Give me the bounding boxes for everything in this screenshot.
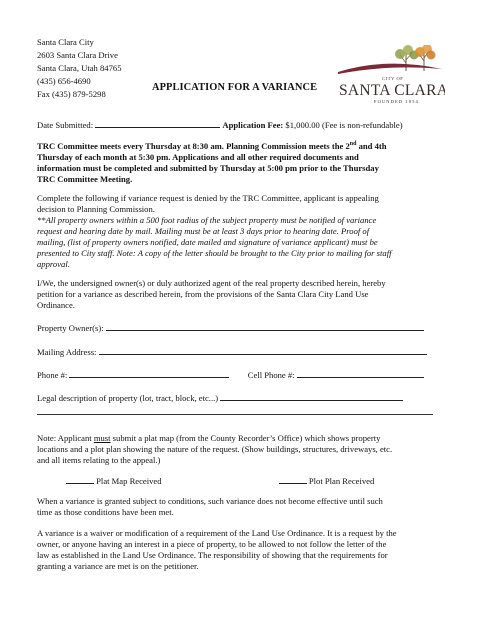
note-line-3: and all items relating to the appeal.) xyxy=(37,455,161,465)
legal-description-row xyxy=(37,392,445,404)
appeal-line-2: decision to Planning Commission. xyxy=(37,204,155,214)
phone-number: (435) 656-4690 xyxy=(37,76,91,86)
conditions-line: time as those conditions have been met. xyxy=(37,507,174,517)
notice-line: presented to City staff. Note: A copy of the letter should be brought to the City prior to mailing for staff xyxy=(37,248,392,258)
appeal-instructions xyxy=(37,193,445,270)
trc-superscript: nd xyxy=(349,141,357,147)
trc-schedule-paragraph xyxy=(37,139,445,185)
fee-label: Application Fee: xyxy=(222,120,284,130)
property-owners-row xyxy=(37,322,445,334)
petition-paragraph xyxy=(37,278,445,311)
logo-city-of: CITY OF xyxy=(382,76,404,81)
property-owners-field[interactable] xyxy=(106,322,424,331)
logo-founded: FOUNDED 1854 xyxy=(374,99,419,104)
note-prefix: Note: Applicant xyxy=(37,433,94,443)
received-row xyxy=(37,475,445,487)
city-name: Santa Clara City xyxy=(37,37,94,47)
appeal-line-1: Complete the following if variance request is denied by the TRC Committee, applicant is appealing xyxy=(37,193,379,203)
fax-number: Fax (435) 879-5298 xyxy=(37,89,106,99)
trc-line-3: information must be completed and submitted by Thursday at 5:00 pm prior to the Thursday xyxy=(37,162,379,173)
legal-description-field[interactable] xyxy=(220,392,403,401)
notice-line: **All property owners within a 500 foot radius of the subject property must be notified of variance xyxy=(37,215,377,225)
page-title: APPLICATION FOR A VARIANCE xyxy=(152,82,318,93)
city-state-zip: Santa Clara, Utah 84765 xyxy=(37,63,122,73)
petition-line: petition for a variance as described herein, from the provisions of the Santa Clara City Land Use xyxy=(37,289,369,299)
city-address-block xyxy=(37,36,122,101)
fee-value: $1,000.00 (Fee is non-refundable) xyxy=(283,120,403,130)
date-submitted-field[interactable] xyxy=(95,119,220,128)
cell-phone-label: Cell Phone #: xyxy=(247,370,297,380)
notice-line: request and hearing date by mail. Mailing must be at least 3 days prior to hearing date. Proof of xyxy=(37,226,370,236)
mailing-address-field[interactable] xyxy=(99,346,427,355)
cell-phone-field[interactable] xyxy=(297,369,424,378)
plot-plan-received-checkline[interactable] xyxy=(279,475,307,484)
conditions-paragraph xyxy=(37,496,445,518)
trc-line-1-end: and 4th xyxy=(356,140,387,151)
santa-clara-logo xyxy=(330,45,445,105)
notice-line: mailing, (list of property owners notified, date mailed and signature of variance applicant) must be xyxy=(37,237,378,247)
property-owners-label: Property Owner(s): xyxy=(37,323,106,333)
trc-line-1: TRC Committee meets every Thursday at 8:30 am. Planning Commission meets the 2 xyxy=(37,140,350,151)
note-line-2: locations and a plot plan showing the nature of the request. (Show buildings, structures, driveways, etc. xyxy=(37,444,393,454)
plat-map-received-label: Plat Map Received xyxy=(94,476,162,486)
plot-plan-received-label: Plot Plan Received xyxy=(306,476,375,486)
mailing-address-row xyxy=(37,346,445,358)
date-fee-row xyxy=(37,119,445,131)
petition-line: I/We, the undersigned owner(s) or duly authorized agent of the real property described herein, hereby xyxy=(37,278,386,288)
variance-definition-paragraph xyxy=(37,528,445,572)
definition-line: owner, or anyone having an interest in a piece of property, to be allowed to not follow the letter of the xyxy=(37,539,387,549)
phone-row xyxy=(37,369,445,381)
plat-map-note xyxy=(37,433,445,466)
street-address: 2603 Santa Clara Drive xyxy=(37,50,118,60)
trc-line-2: Thursday of each month at 5:30 pm. Applications and all other required documents and xyxy=(37,151,359,162)
trc-line-4: TRC Committee Meeting. xyxy=(37,173,133,184)
date-submitted-label: Date Submitted: xyxy=(37,120,96,130)
definition-line: A variance is a waiver or modification of a requirement of the Land Use Ordinance. It is a request by the xyxy=(37,528,397,538)
legal-description-label: Legal description of property (lot, tract, block, etc...) xyxy=(37,393,221,403)
mailing-address-label: Mailing Address: xyxy=(37,347,99,357)
definition-line: granting a variance are met is on the petitioner. xyxy=(37,561,199,571)
plat-map-received-checkline[interactable] xyxy=(66,475,94,484)
conditions-line: When a variance is granted subject to conditions, such variance does not become effective until such xyxy=(37,496,383,506)
logo-city-name: SANTA CLARA xyxy=(339,82,445,99)
note-must: must xyxy=(93,433,111,443)
tree-hill-emblem-icon xyxy=(330,45,445,105)
definition-line: law as established in the Land Use Ordinance. The responsibility of showing that the requirements for xyxy=(37,550,388,560)
notice-line: approval. xyxy=(37,259,70,269)
note-line-1: submit a plat map (from the County Recorder’s Office) which shows property xyxy=(110,433,381,443)
phone-label: Phone #: xyxy=(37,370,70,380)
phone-field[interactable] xyxy=(69,369,229,378)
petition-line: Ordinance. xyxy=(37,300,75,310)
legal-description-continuation-line[interactable] xyxy=(37,414,433,415)
